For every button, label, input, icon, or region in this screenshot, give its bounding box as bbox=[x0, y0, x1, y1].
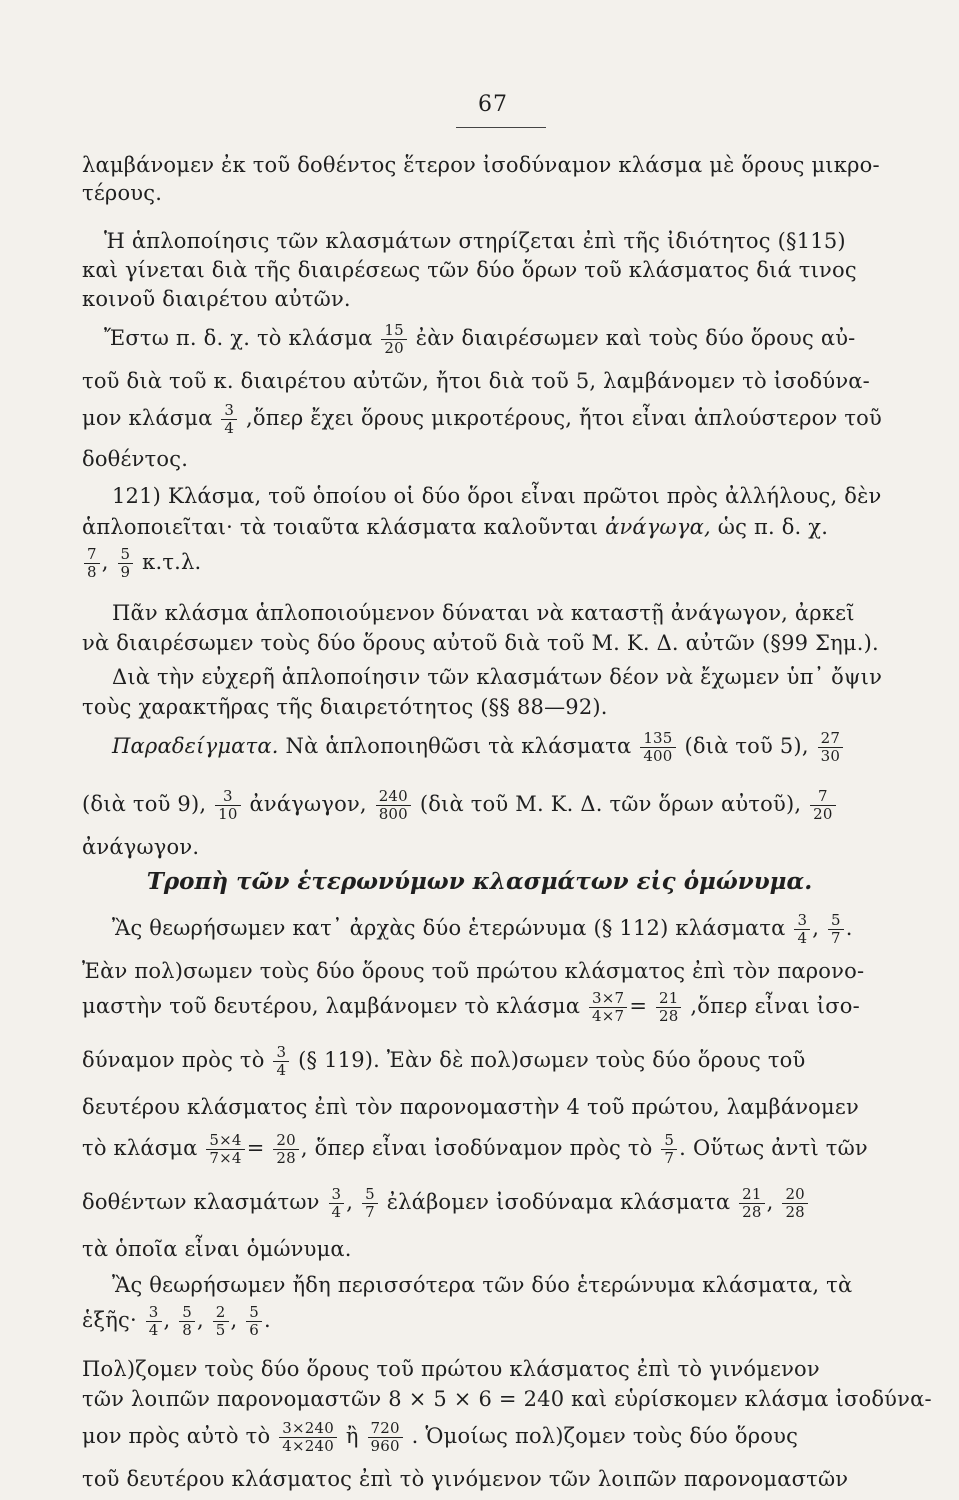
text-segment: μαστὴν τοῦ δευτέρου, λαμβάνομεν τὸ κλάσμα bbox=[82, 994, 581, 1018]
page-number: 67 bbox=[478, 92, 508, 117]
text-line: δοθέντος. bbox=[82, 447, 189, 471]
text-segment: Ἔστω π. δ. χ. τὸ κλάσμα bbox=[104, 326, 373, 350]
text-segment: μον πρὸς αὐτὸ τὸ bbox=[82, 1424, 271, 1448]
numerator: 5 bbox=[828, 912, 844, 930]
denominator: 7 bbox=[365, 1203, 375, 1221]
numerator: 2 bbox=[213, 1304, 229, 1322]
text-line: καὶ γίνεται διὰ τῆς διαιρέσεως τῶν δύο ὅρων τοῦ κλάσματος διά τινος bbox=[82, 258, 857, 282]
text-line: τοὺς χαρακτῆρας τῆς διαιρετότητος (§§ 88—92). bbox=[82, 695, 608, 719]
text-segment: ἢ bbox=[345, 1424, 359, 1448]
text-segment: (διὰ τοῦ 5), bbox=[684, 734, 809, 758]
text-segment: . Ὁμοίως πολ)ζομεν τοὺς δύο ὅρους bbox=[411, 1424, 799, 1448]
numerator: 3×240 bbox=[279, 1420, 337, 1438]
fraction bbox=[206, 1132, 244, 1167]
text-segment: (διὰ τοῦ 9), bbox=[82, 792, 207, 816]
denominator: 28 bbox=[785, 1203, 805, 1221]
text-line: τοῦ διὰ τοῦ κ. διαιρέτου αὐτῶν, ἤτοι διὰ τοῦ 5, λαμβάνομεν τὸ ἰσοδύνα- bbox=[82, 369, 870, 393]
numerator: 135 bbox=[640, 730, 675, 748]
numerator: 5×4 bbox=[206, 1132, 244, 1150]
numerator: 20 bbox=[273, 1132, 299, 1150]
denominator: 20 bbox=[384, 339, 404, 357]
numerator: 5 bbox=[661, 1132, 677, 1150]
text-line: μαστὴν τοῦ δευτέρου, λαμβάνομεν τὸ κλάσμα $\frac{3\times 7}{4\times 7}$ = $\frac{21}{28}$ ,ὅπερ εἶναι ἰσο- bbox=[82, 989, 860, 1025]
denominator: 7 bbox=[664, 1149, 675, 1167]
fraction bbox=[828, 912, 844, 947]
numerator: 21 bbox=[656, 990, 682, 1008]
text-segment: Οὕτως ἀντὶ τῶν bbox=[692, 1136, 868, 1160]
fraction bbox=[213, 1304, 229, 1339]
fraction bbox=[640, 730, 675, 765]
fraction bbox=[656, 990, 682, 1025]
denominator: 10 bbox=[218, 805, 238, 823]
denominator: 7 bbox=[830, 929, 841, 947]
text-segment: ἀνάγωγον, bbox=[249, 792, 367, 816]
denominator: 960 bbox=[370, 1437, 400, 1455]
numerator: 21 bbox=[739, 1186, 765, 1204]
fraction bbox=[279, 1420, 337, 1455]
denominator: 28 bbox=[742, 1203, 762, 1221]
denominator: 4×7 bbox=[592, 1007, 625, 1025]
numerator: 7 bbox=[84, 546, 100, 564]
text-segment: Παραδείγματα. bbox=[112, 734, 279, 758]
denominator: 4 bbox=[797, 929, 808, 947]
denominator: 6 bbox=[249, 1321, 260, 1339]
text-segment: ἀνάγωγα, bbox=[605, 515, 711, 539]
numerator: 20 bbox=[782, 1186, 808, 1204]
numerator: 3 bbox=[221, 402, 237, 420]
fraction bbox=[215, 788, 241, 823]
text-line bbox=[82, 788, 838, 823]
fraction bbox=[146, 1304, 162, 1339]
text-line: ἀνάγωγον. bbox=[82, 835, 200, 859]
text-line: δευτέρου κλάσματος ἐπὶ τὸν παρονομαστὴν 4 τοῦ πρώτου, λαμβάνομεν bbox=[82, 1095, 859, 1119]
text-line: τέρους. bbox=[82, 181, 163, 205]
fraction bbox=[661, 1132, 677, 1167]
denominator: 8 bbox=[87, 563, 97, 581]
text-segment: ,ὅπερ ἔχει ὅρους μικροτέρους, ἤτοι εἶναι ἁπλούστερον τοῦ bbox=[246, 406, 882, 430]
fraction bbox=[381, 322, 407, 357]
fraction bbox=[246, 1304, 262, 1339]
text-line bbox=[82, 402, 882, 437]
text-line: $\frac{7}{8}$ , $\frac{5}{9}$ κ.τ.λ. bbox=[82, 546, 201, 581]
denominator: 20 bbox=[813, 805, 833, 823]
fraction bbox=[179, 1304, 195, 1339]
numerator: 3 bbox=[329, 1186, 345, 1204]
numerator: 7 bbox=[810, 788, 836, 806]
text-line bbox=[112, 730, 845, 765]
text-segment: ἑξῆς· bbox=[82, 1308, 137, 1332]
fraction bbox=[810, 788, 836, 823]
text-line bbox=[82, 514, 828, 540]
denominator: 4 bbox=[276, 1061, 287, 1079]
text-segment: τὸ κλάσμα bbox=[82, 1136, 198, 1160]
text-line: τὰ ὁποῖα εἶναι ὁμώνυμα. bbox=[82, 1237, 352, 1261]
fraction bbox=[818, 730, 844, 765]
header-rule bbox=[456, 127, 546, 128]
text-segment: ,ὅπερ εἶναι ἰσο- bbox=[690, 994, 860, 1018]
text-line: τῶν λοιπῶν παρονομαστῶν 8 × 5 × 6 = 240 καὶ εὑρίσκομεν κλάσμα ἰσοδύνα- bbox=[82, 1387, 932, 1411]
numerator: 3 bbox=[273, 1044, 289, 1062]
section-heading: Τροπὴ τῶν ἑτερωνύμων κλασμάτων εἰς ὁμώνυμα. bbox=[146, 868, 813, 895]
fraction bbox=[589, 990, 627, 1025]
fraction bbox=[273, 1044, 289, 1079]
text-segment: ἐλάβομεν ἰσοδύναμα κλάσματα bbox=[386, 1190, 731, 1214]
denominator: 28 bbox=[658, 1007, 679, 1025]
text-line: τοῦ δευτέρου κλάσματος ἐπὶ τὸ γινόμενον τῶν λοιπῶν παρονομαστῶν bbox=[82, 1467, 849, 1491]
text-segment: δύναμον πρὸς τὸ bbox=[82, 1048, 265, 1072]
numerator: 15 bbox=[381, 322, 407, 340]
text-line: λαμβάνομεν ἐκ τοῦ δοθέντος ἕτερον ἰσοδύναμον κλάσμα μὲ ὅρους μικρο- bbox=[82, 153, 880, 177]
denominator: 400 bbox=[643, 747, 673, 765]
fraction bbox=[273, 1132, 299, 1167]
text-segment: (§ 119). Ἐὰν δὲ πολ)σωμεν τοὺς δύο ὅρους τοῦ bbox=[298, 1048, 806, 1072]
text-line: δοθέντων κλασμάτων $\frac{3}{4}$ , $\frac{5}{7}$ ἐλάβομεν ἰσοδύναμα κλάσματα $\frac{21}{28}$ , $\frac{20}{28}$ bbox=[82, 1186, 810, 1221]
numerator: 3 bbox=[215, 788, 241, 806]
numerator: 5 bbox=[179, 1304, 195, 1322]
denominator: 4×240 bbox=[282, 1437, 334, 1455]
fraction bbox=[221, 402, 237, 437]
text-line: τὸ κλάσμα $\frac{5\times 4}{7\times 4}$ = $\frac{20}{28}$ , ὅπερ εἶναι ἰσοδύναμον πρὸς τὸ $\frac{5}{7}$ . Οὕτως ἀντὶ τῶν bbox=[82, 1131, 868, 1167]
text-line bbox=[104, 322, 855, 357]
fraction bbox=[794, 912, 810, 947]
denominator: 4 bbox=[331, 1203, 342, 1221]
text-line: Πᾶν κλάσμα ἁπλοποιούμενον δύναται νὰ καταστῇ ἀνάγωγον, ἀρκεῖ bbox=[112, 601, 855, 625]
fraction bbox=[84, 546, 100, 581]
numerator: 3 bbox=[794, 912, 810, 930]
denominator: 4 bbox=[224, 419, 235, 437]
numerator: 5 bbox=[362, 1186, 378, 1204]
text-segment: μον κλάσμα bbox=[82, 406, 213, 430]
numerator: 3 bbox=[146, 1304, 162, 1322]
text-line: 121) Κλάσμα, τοῦ ὁποίου οἱ δύο ὅροι εἶναι πρῶτοι πρὸς ἀλλήλους, δὲν bbox=[112, 484, 882, 508]
text-segment: ὅπερ εἶναι ἰσοδύναμον πρὸς τὸ bbox=[314, 1136, 653, 1160]
fraction bbox=[739, 1186, 765, 1221]
text-line: κοινοῦ διαιρέτου αὐτῶν. bbox=[82, 287, 351, 311]
numerator: 720 bbox=[368, 1420, 403, 1438]
text-segment: ἁπλοποιεῖται· τὰ τοιαῦτα κλάσματα καλοῦνται bbox=[82, 515, 599, 539]
text-line: Ἐὰν πολ)σωμεν τοὺς δύο ὅρους τοῦ πρώτου κλάσματος ἐπὶ τὸν παρονο- bbox=[82, 959, 865, 983]
text-line: Πολ)ζομεν τοὺς δύο ὅρους τοῦ πρώτου κλάσματος ἐπὶ τὸ γινόμενον bbox=[82, 1357, 820, 1381]
numerator: 240 bbox=[376, 788, 411, 806]
text-line bbox=[82, 1044, 805, 1079]
denominator: 7×4 bbox=[209, 1149, 242, 1167]
denominator: 4 bbox=[148, 1321, 159, 1339]
text-segment: δοθέντων κλασμάτων bbox=[82, 1190, 320, 1214]
text-line: Ἂς θεωρήσωμεν κατ᾽ ἀρχὰς δύο ἑτερώνυμα (§ 112) κλάσματα $\frac{3}{4}$ , $\frac{5}{7}$ . bbox=[112, 911, 853, 947]
numerator: 5 bbox=[246, 1304, 262, 1322]
text-line: Ἡ ἁπλοποίησις τῶν κλασμάτων στηρίζεται ἐπὶ τῆς ἰδιότητος (§115) bbox=[104, 229, 846, 253]
text-line: Διὰ τὴν εὐχερῆ ἁπλοποίησιν τῶν κλασμάτων δέον νὰ ἔχωμεν ὑπ᾽ ὄψιν bbox=[112, 665, 883, 689]
text-line: Ἂς θεωρήσωμεν ἤδη περισσότερα τῶν δύο ἑτερώνυμα κλάσματα, τὰ bbox=[112, 1273, 853, 1297]
text-segment: Ἂς θεωρήσωμεν κατ᾽ ἀρχὰς δύο ἑτερώνυμα (§ 112) κλάσματα bbox=[112, 916, 786, 940]
fraction bbox=[118, 546, 134, 581]
text-line: νὰ διαιρέσωμεν τοὺς δύο ὅρους αὐτοῦ διὰ τοῦ Μ. Κ. Δ. αὐτῶν (§99 Σημ.). bbox=[82, 631, 879, 655]
denominator: 800 bbox=[378, 805, 408, 823]
text-segment: (διὰ τοῦ Μ. Κ. Δ. τῶν ὅρων αὐτοῦ), bbox=[419, 792, 802, 816]
denominator: 5 bbox=[215, 1321, 226, 1339]
fraction bbox=[376, 788, 411, 823]
fraction bbox=[368, 1420, 403, 1455]
fraction bbox=[782, 1186, 808, 1221]
numerator: 3×7 bbox=[589, 990, 627, 1008]
text-line bbox=[82, 1420, 798, 1455]
text-segment: ὡς π. δ. χ. bbox=[717, 515, 829, 539]
denominator: 9 bbox=[120, 563, 131, 581]
numerator: 27 bbox=[818, 730, 844, 748]
denominator: 28 bbox=[276, 1149, 296, 1167]
fraction bbox=[329, 1186, 345, 1221]
denominator: 8 bbox=[182, 1321, 193, 1339]
text-segment: Νὰ ἁπλοποιηθῶσι τὰ κλάσματα bbox=[285, 734, 632, 758]
text-segment: κ.τ.λ. bbox=[142, 550, 202, 574]
text-line: ἑξῆς· $\frac{3}{4}$ , $\frac{5}{8}$ , $\frac{2}{5}$ , $\frac{5}{6}$ . bbox=[82, 1303, 271, 1339]
text-segment: ἐὰν διαιρέσωμεν καὶ τοὺς δύο ὅρους αὐ- bbox=[415, 326, 856, 350]
numerator: 5 bbox=[118, 546, 134, 564]
denominator: 30 bbox=[820, 747, 841, 765]
fraction bbox=[362, 1186, 378, 1221]
